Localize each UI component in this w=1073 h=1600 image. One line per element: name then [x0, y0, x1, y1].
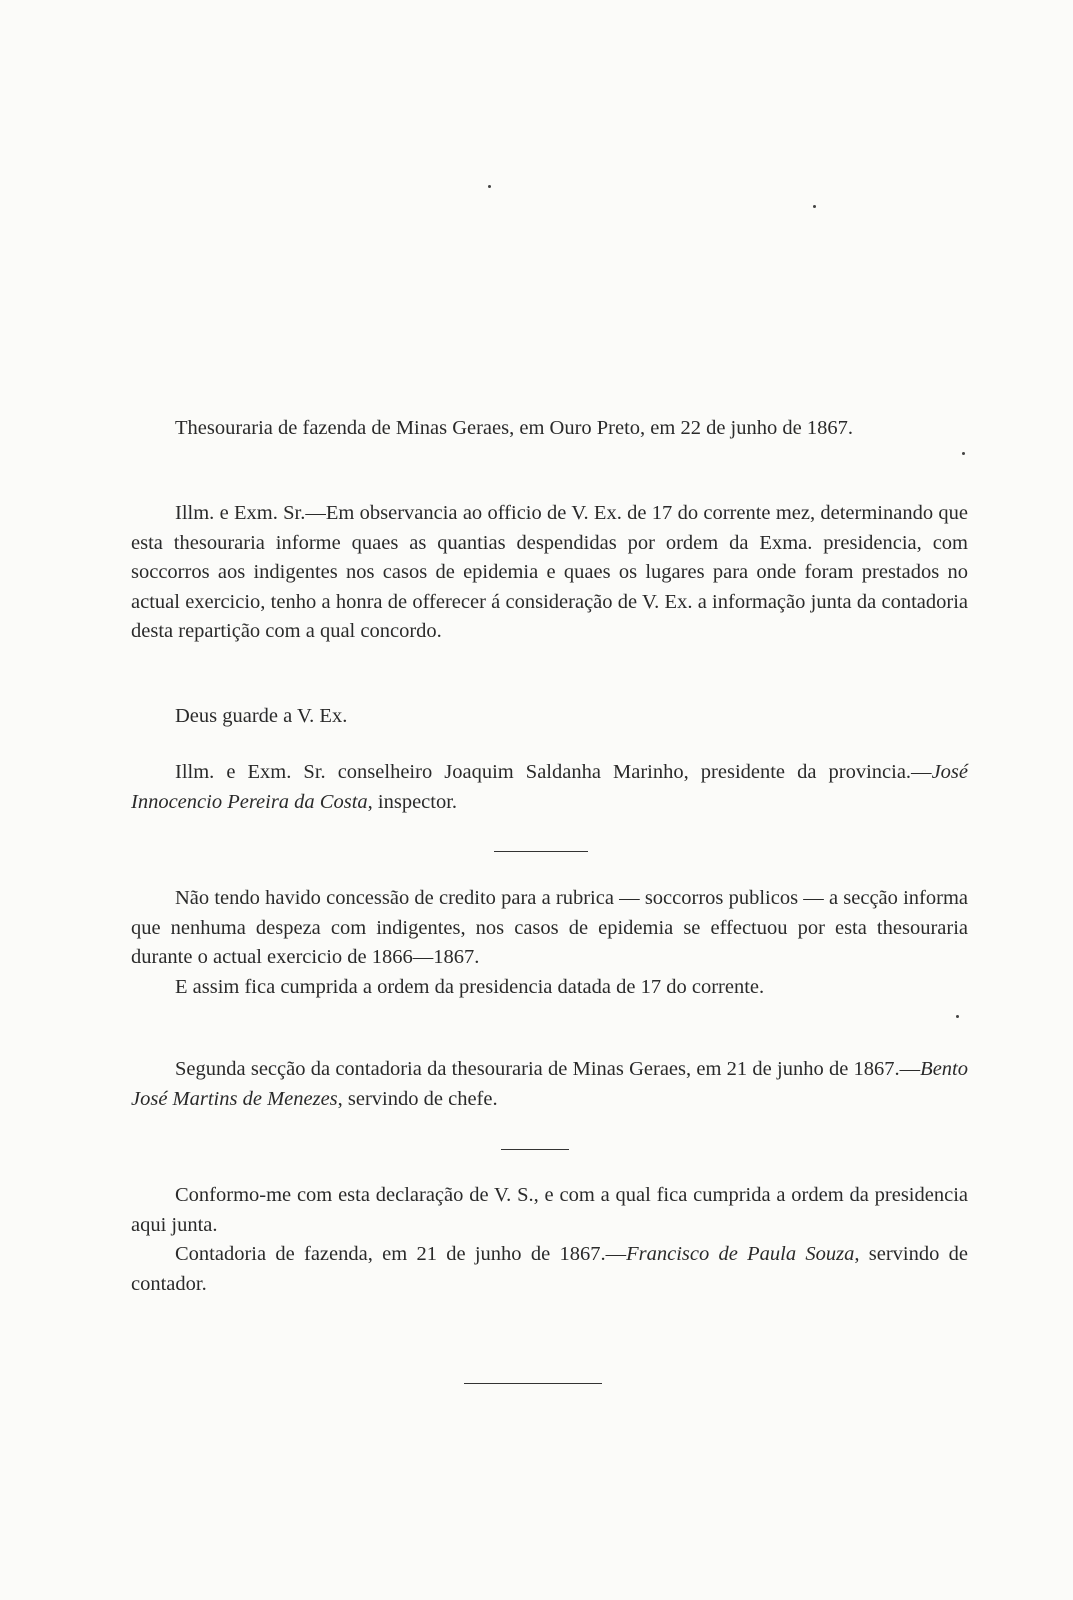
letter-1-address-text: Illm. e Exm. Sr. conselheiro Joaquim Saldanha Marinho, presidente da provincia.—: [175, 761, 932, 783]
letter-1-body: Illm. e Exm. Sr.—Em observancia ao officio de V. Ex. de 17 do corrente mez, determinando que esta thesouraria informe quaes as quantias despendidas por ordem da Exma. presidencia, com soccorros aos indigentes nos casos de epidemia e quaes os lugares para onde foram prestados no actual exercicio, tenho a honra de offerecer á consideração de V. Ex. a informação junta da contadoria desta repartição com a qual concordo.: [131, 502, 968, 642]
scan-speck: [956, 1015, 959, 1018]
letter-1-address-block: [131, 758, 968, 817]
letter-2-signatory-role: , servindo de chefe.: [337, 1087, 498, 1110]
letter-3-signatory-role: , servindo de contador.: [131, 1243, 968, 1295]
letter-2-dateline-block: [131, 1055, 968, 1114]
letter-1-header: Thesouraria de fazenda de Minas Geraes, em Ouro Preto, em 22 de junho de 1867.: [175, 417, 853, 439]
section-divider-1: [494, 851, 588, 852]
scan-speck: [813, 205, 816, 208]
letter-3-dateline: [131, 1240, 968, 1299]
letter-2-dateline: [131, 1055, 968, 1114]
letter-2-dateline-text: Segunda secção da contadoria da thesouraria de Minas Geraes, em 21 de junho de 1867.—: [175, 1058, 921, 1080]
letter-1-body-block: [131, 499, 968, 647]
section-divider-2: [501, 1149, 569, 1150]
letter-1-signatory-role: , inspector.: [367, 790, 458, 813]
letter-2-body-block: [131, 884, 968, 1002]
letter-3-dateline-text: Contadoria de fazenda, em 21 de junho de 1867.—: [175, 1243, 627, 1265]
letter-1-closing: Deus guarde a V. Ex.: [175, 705, 348, 727]
page-end-rule: [464, 1383, 602, 1384]
letter-1: [131, 414, 968, 444]
scan-speck: [488, 185, 491, 188]
letter-2-conclusion: E assim fica cumprida a ordem da presidencia datada de 17 do corrente.: [175, 975, 765, 998]
letter-1-signatory: José Innocencio Pereira da Costa: [131, 761, 968, 813]
letter-1-closing-block: [131, 702, 968, 732]
letter-2-signatory: Bento José Martins de Menezes: [131, 1058, 968, 1110]
letter-3-signatory: Francisco de Paula Souza: [626, 1243, 855, 1265]
letter-3-body: Conformo-me com esta declaração de V. S., e com a qual fica cumprida a ordem da presidencia aqui junta.: [131, 1184, 968, 1236]
scan-speck: [962, 452, 965, 455]
letter-1-address: [131, 758, 968, 817]
letter-3-body-block: [131, 1181, 968, 1299]
letter-2-body: Não tendo havido concessão de credito para a rubrica — soccorros publicos — a secção informa que nenhuma despeza com indigentes, nos casos de epidemia se effectuou por esta thesouraria durante o actual exercicio de 1866—1867.: [131, 887, 968, 968]
